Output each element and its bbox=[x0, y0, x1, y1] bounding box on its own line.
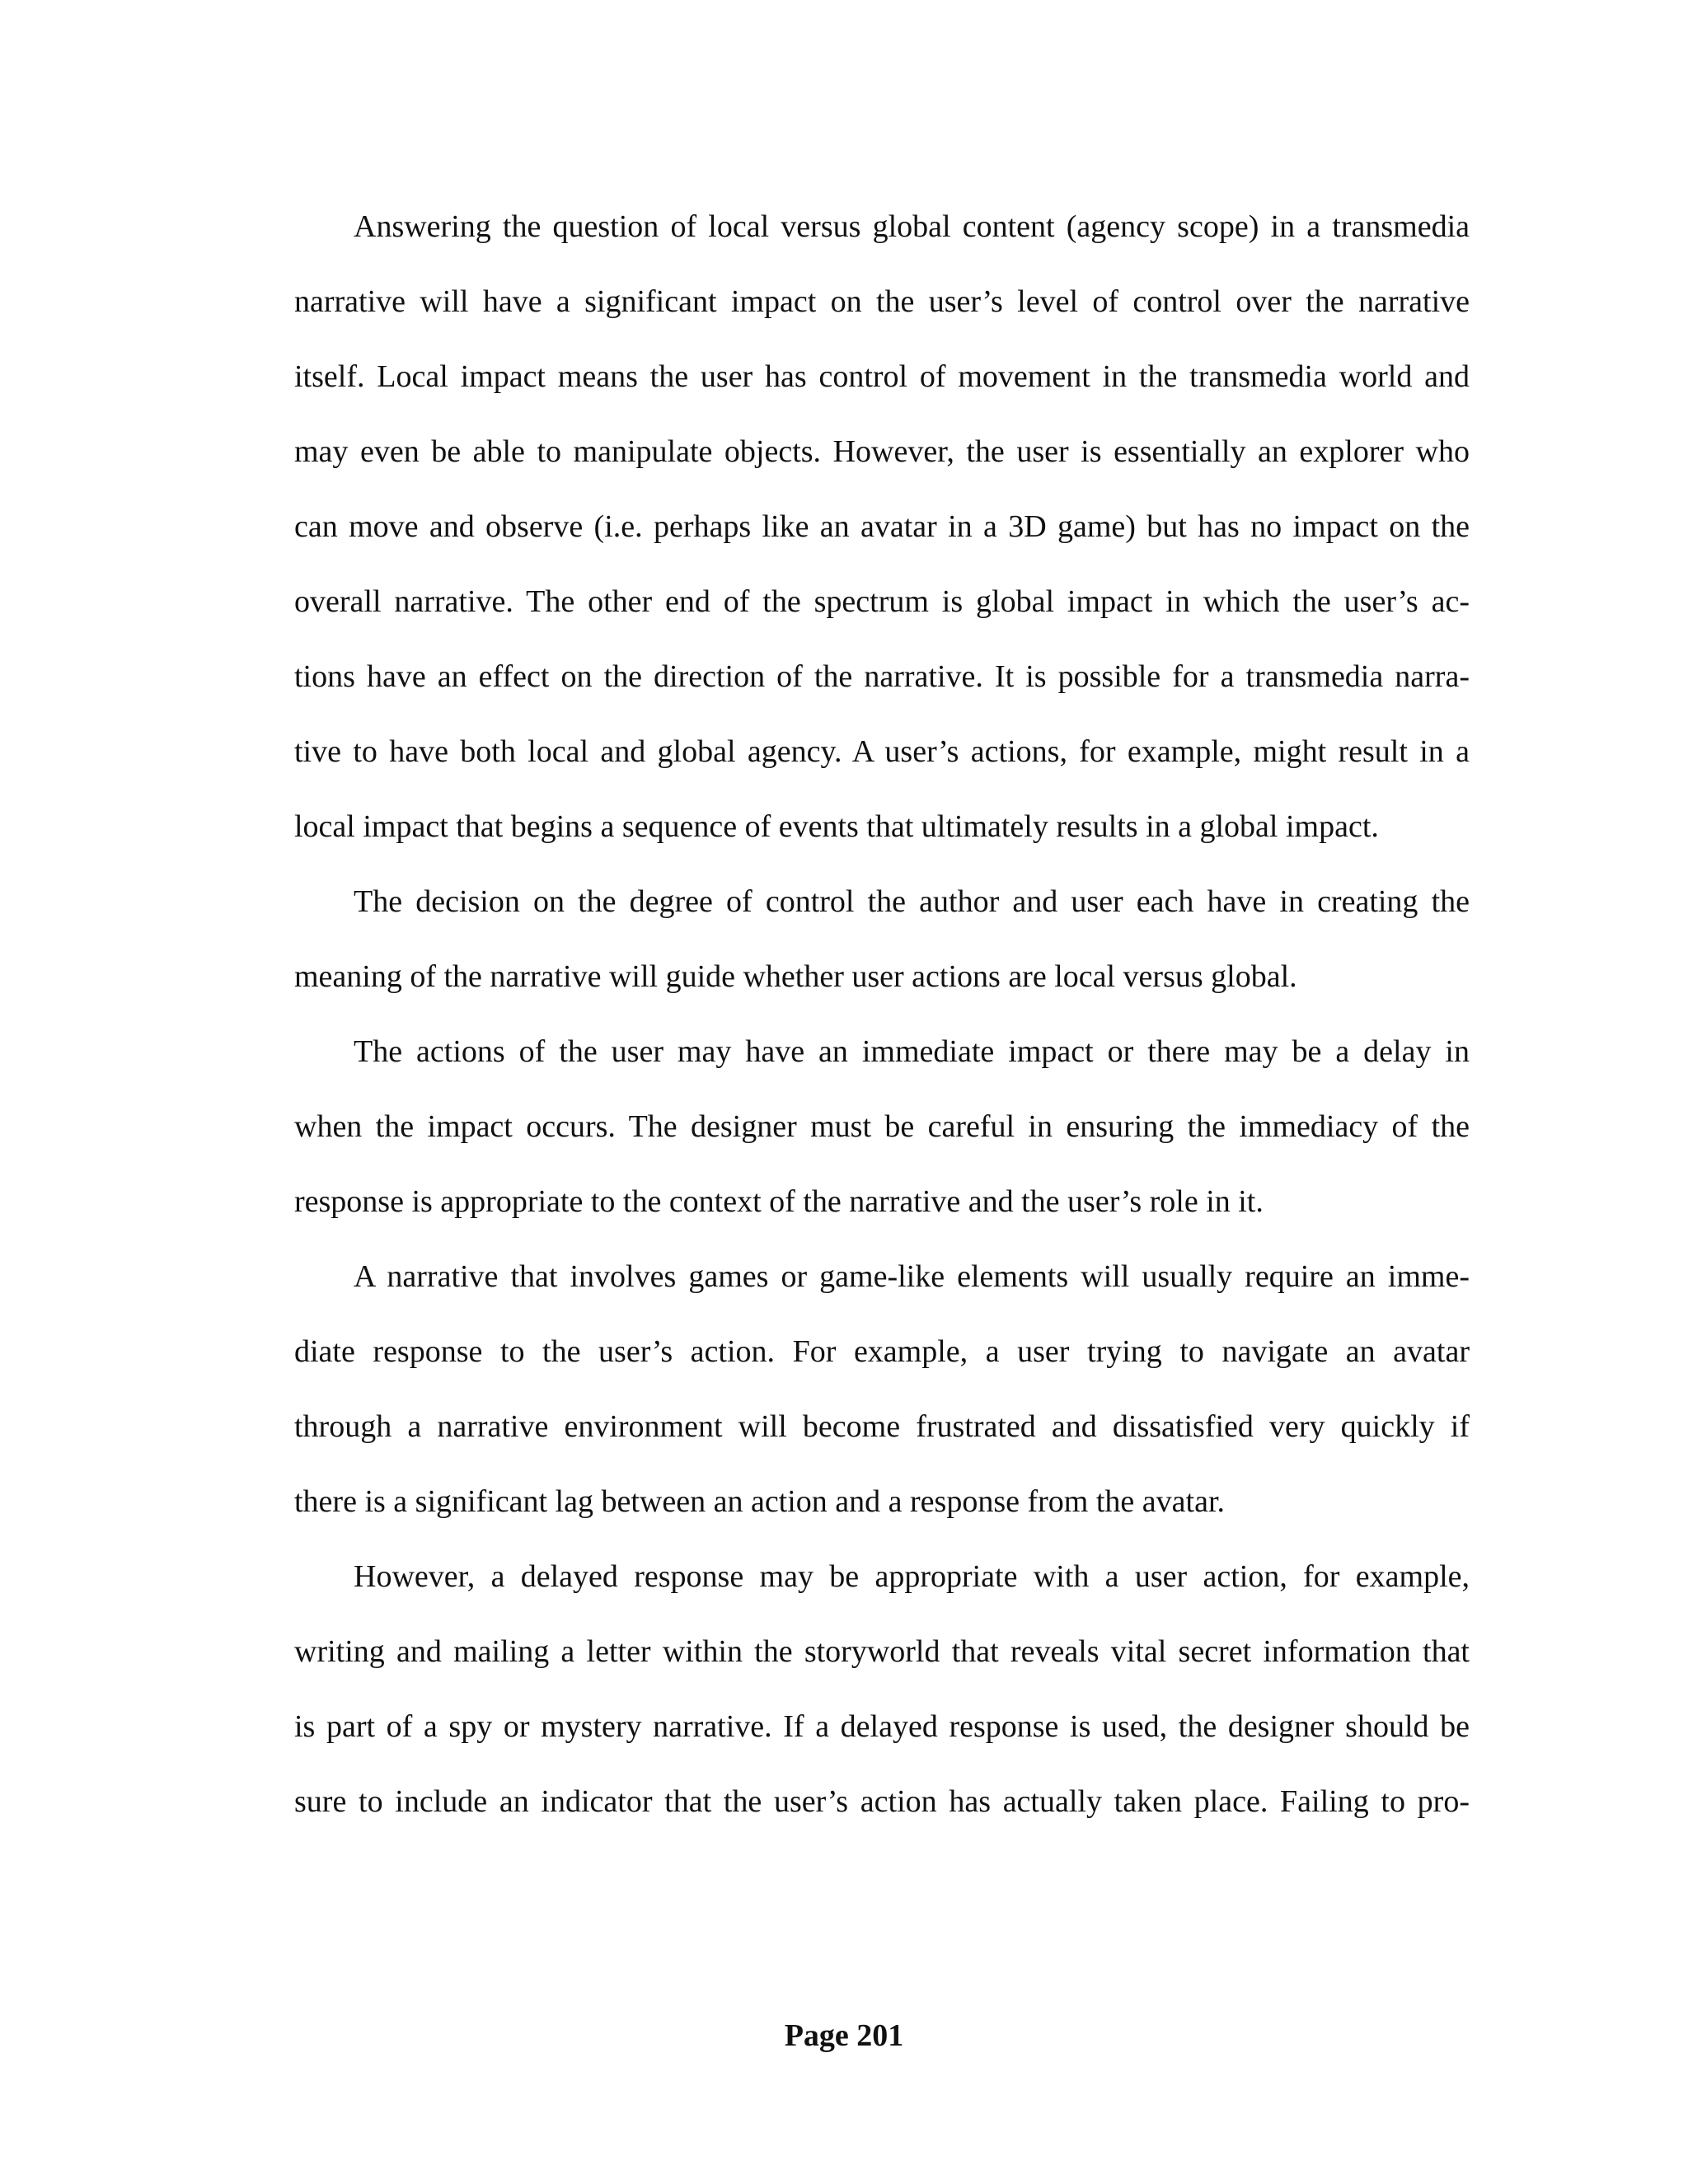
text-line: when the impact occurs. The designer must be careful in ensuring the immediacy of the bbox=[294, 1109, 1470, 1144]
text-line: tions have an effect on the direction of the narrative. It is possible for a transmedia narra- bbox=[294, 659, 1470, 694]
text-line: overall narrative. The other end of the spectrum is global impact in which the user’s ac- bbox=[294, 584, 1470, 619]
page-number: Page 201 bbox=[784, 2018, 904, 2053]
text-line: itself. Local impact means the user has control of movement in the transmedia world and bbox=[294, 359, 1470, 394]
text-line: narrative will have a significant impact on the user’s level of control over the narrative bbox=[294, 284, 1470, 319]
text-line: The actions of the user may have an immediate impact or there may be a delay in bbox=[354, 1034, 1470, 1069]
text-line: A narrative that involves games or game-like elements will usually require an imme- bbox=[354, 1259, 1470, 1294]
text-line: can move and observe (i.e. perhaps like an avatar in a 3D game) but has no impact on the bbox=[294, 509, 1470, 544]
text-line: local impact that begins a sequence of events that ultimately results in a global impact. bbox=[294, 809, 1379, 844]
text-line: However, a delayed response may be appropriate with a user action, for example, bbox=[354, 1559, 1470, 1594]
text-line: tive to have both local and global agency. A user’s actions, for example, might result in a bbox=[294, 734, 1470, 769]
text-line: The decision on the degree of control the author and user each have in creating the bbox=[354, 884, 1470, 919]
text-line: writing and mailing a letter within the storyworld that reveals vital secret information that bbox=[294, 1634, 1470, 1669]
text-line: meaning of the narrative will guide whether user actions are local versus global. bbox=[294, 959, 1297, 994]
body-text bbox=[294, 190, 1470, 1840]
text-line: may even be able to manipulate objects. However, the user is essentially an explorer who bbox=[294, 434, 1470, 469]
text-line: there is a significant lag between an action and a response from the avatar. bbox=[294, 1484, 1225, 1519]
text-line: through a narrative environment will become frustrated and dissatisfied very quickly if bbox=[294, 1409, 1470, 1444]
text-line: sure to include an indicator that the user’s action has actually taken place. Failing to pro- bbox=[294, 1784, 1470, 1819]
text-line: is part of a spy or mystery narrative. If a delayed response is used, the designer should be bbox=[294, 1709, 1470, 1744]
text-line: response is appropriate to the context of the narrative and the user’s role in it. bbox=[294, 1184, 1264, 1219]
text-line: Answering the question of local versus global content (agency scope) in a transmedia bbox=[354, 209, 1470, 244]
text-line: diate response to the user’s action. For example, a user trying to navigate an avatar bbox=[294, 1334, 1470, 1369]
